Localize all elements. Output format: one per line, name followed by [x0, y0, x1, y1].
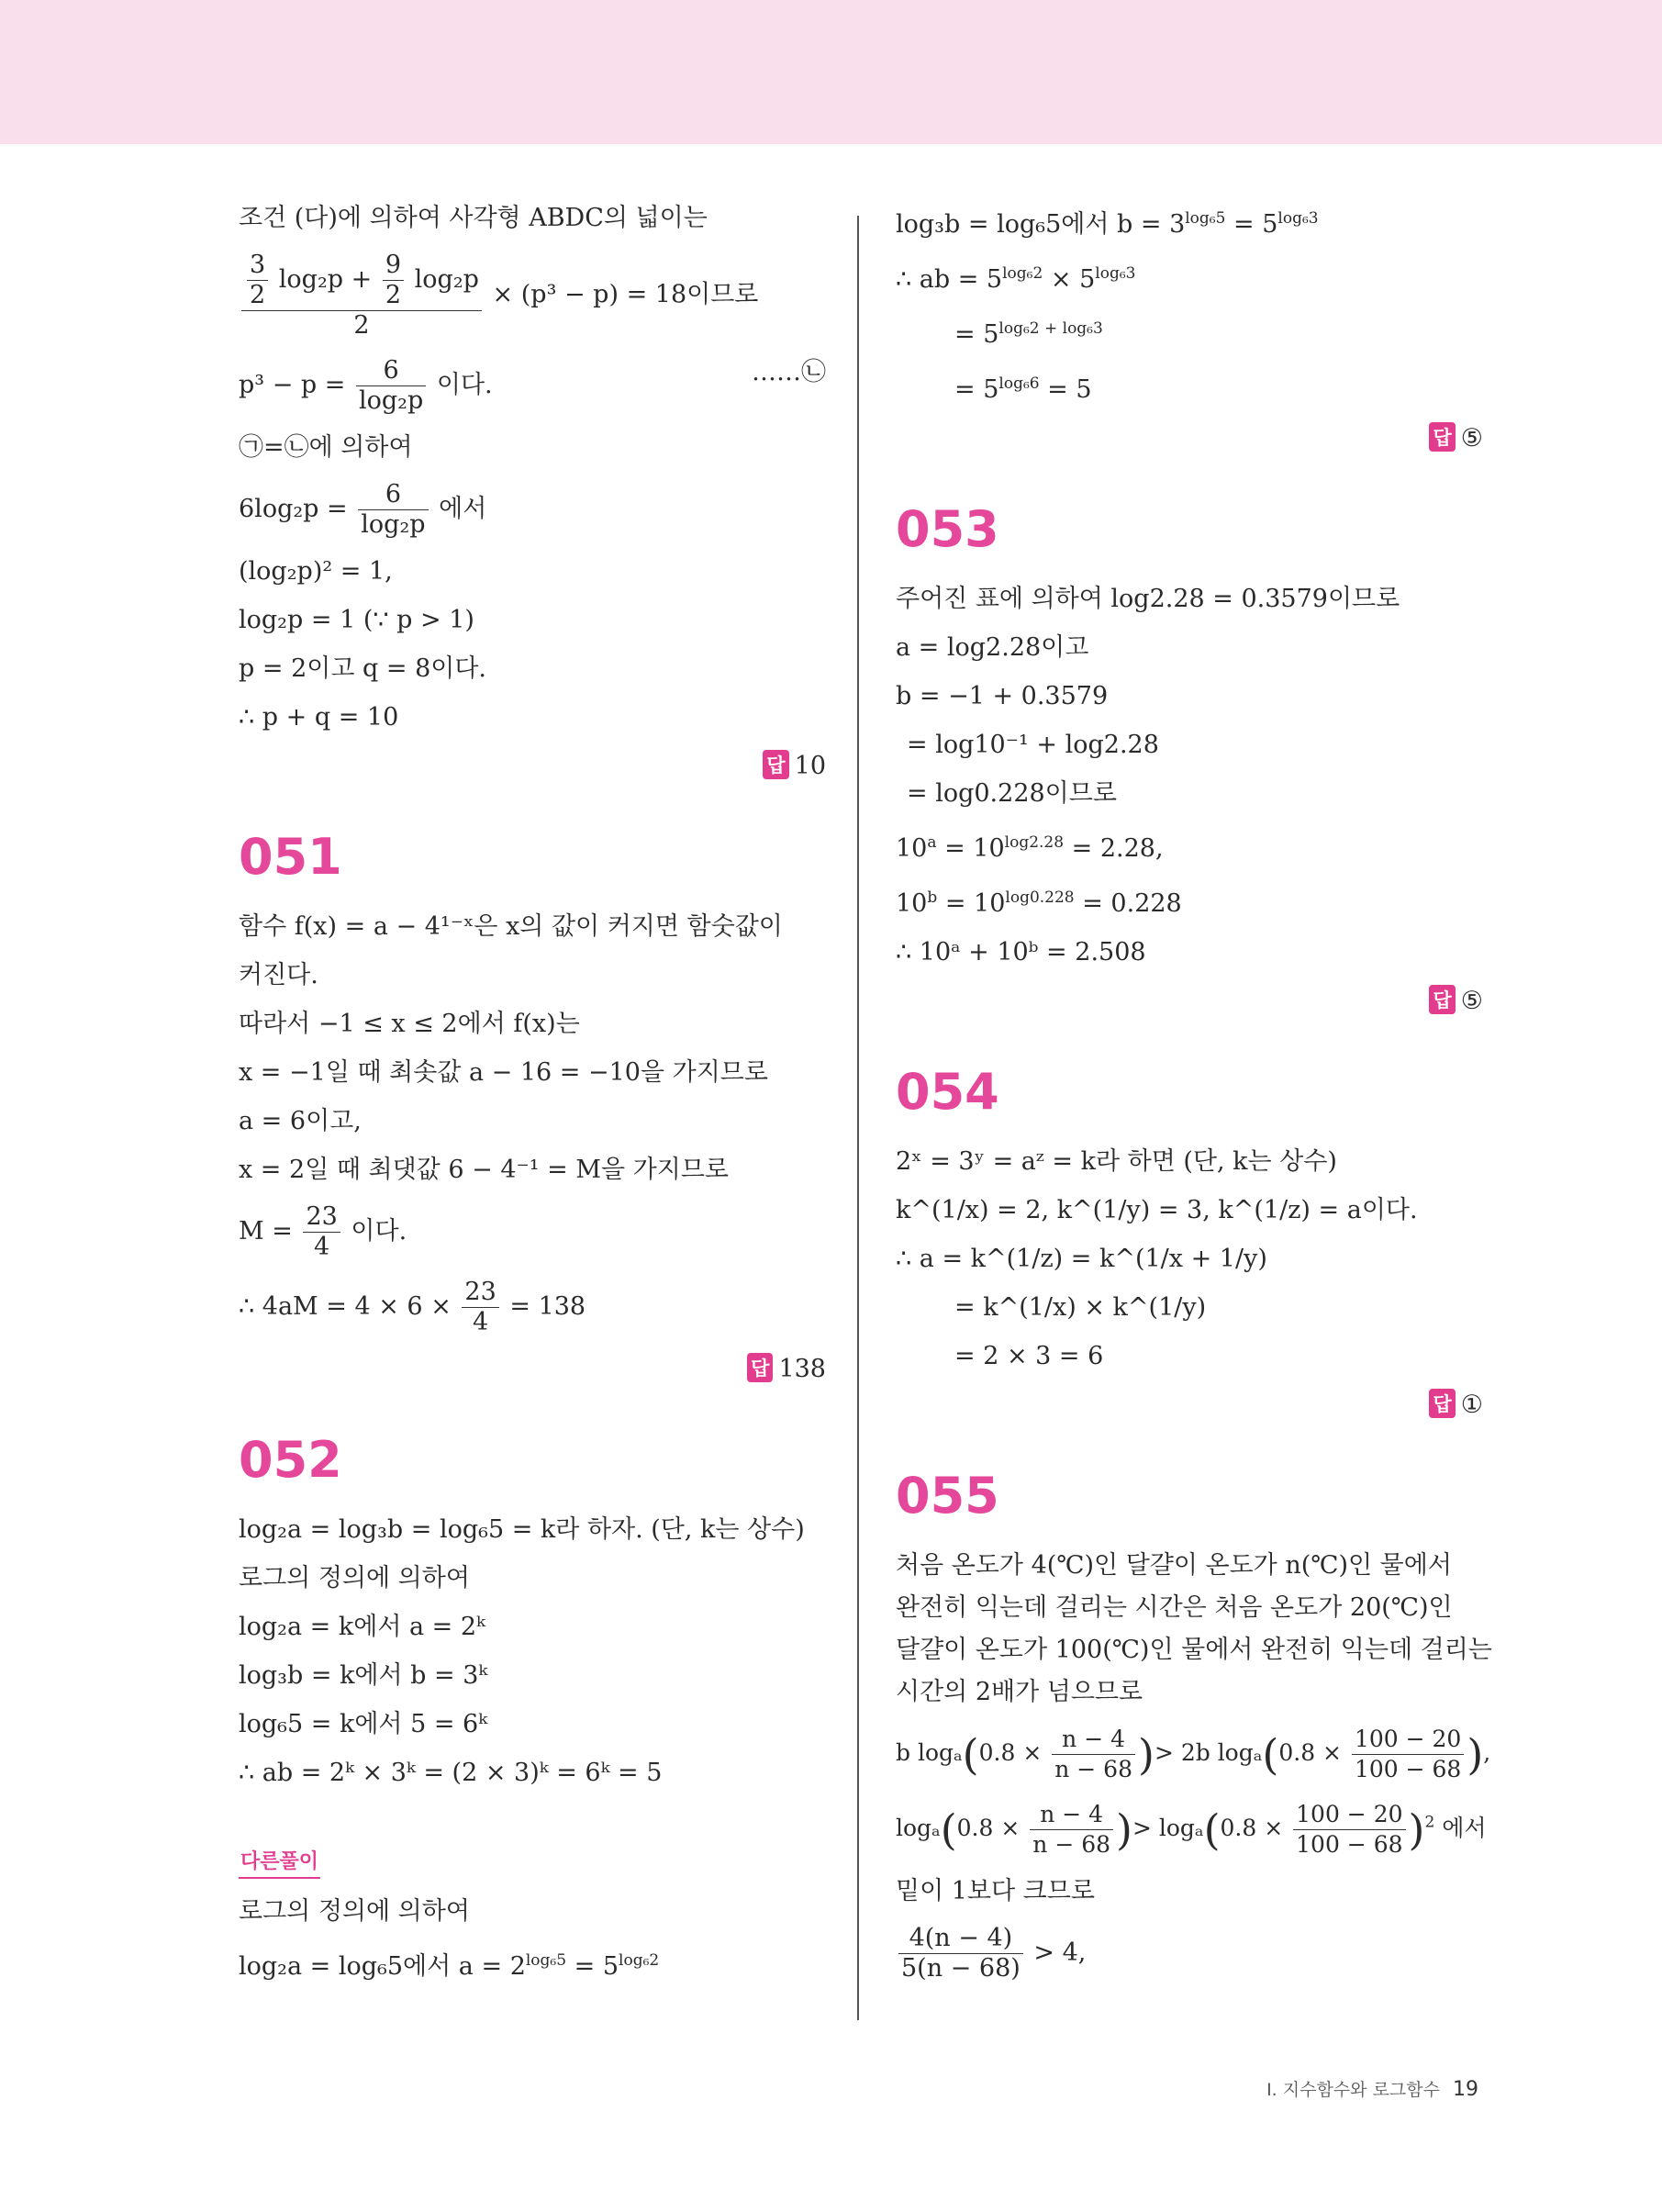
- text-line: a = 6이고,: [239, 1107, 362, 1135]
- formula-line: = log10⁻¹ + log2.28: [907, 731, 1159, 759]
- text-line: 시간의 2배가 넘으므로: [896, 1678, 1143, 1706]
- formula-line: ∴ p + q = 10: [239, 703, 399, 732]
- text-line: 주어진 표에 의하여 log2.28 = 0.3579이므로: [896, 585, 1400, 613]
- fraction: $\frac{3}{2}$ log₂p + $\frac{9}{2}$ log₂p 2: [241, 251, 482, 341]
- answer-052: 답 ⑤: [896, 422, 1483, 452]
- left-column: [239, 202, 826, 1999]
- answer-label: 답: [1429, 422, 1455, 452]
- answer-051: 답 138: [239, 1353, 826, 1383]
- formula-line: k^(1/x) = 2, k^(1/y) = 3, k^(1/z) = a이다.: [896, 1196, 1418, 1224]
- page-number: 19: [1453, 2078, 1478, 2101]
- formula-line: $\frac{4(n - 4)}{5(n - 68)}$ > 4,: [896, 1924, 1483, 1983]
- header-band: [0, 0, 1662, 144]
- text-line: x = −1일 때 최솟값 a − 16 = −10을 가지므로: [239, 1058, 768, 1087]
- answer-label: 답: [1429, 985, 1455, 1014]
- formula-line: (log₂p)² = 1,: [239, 557, 393, 586]
- formula-line: = 2 × 3 = 6: [954, 1342, 1104, 1370]
- formula-line: log₂a = log₆5에서 $a = 2^{log_65} = 5^{log_62}$: [239, 1951, 660, 1981]
- text-line: 따라서 −1 ≤ x ≤ 2에서 f(x)는: [239, 1010, 580, 1038]
- text-line: 로그의 정의에 의하여: [239, 1564, 470, 1592]
- equation-marker: ……㉡: [752, 358, 826, 386]
- text-line: 조건 (다)에 의하여 사각형 ABDC의 넓이는: [239, 204, 708, 232]
- formula-line: $10^a = 10^{log2.28} = 2.28$,: [896, 833, 1164, 863]
- text-line: x = 2일 때 최댓값 6 − 4⁻¹ = M을 가지므로: [239, 1156, 729, 1184]
- footer-section: Ⅰ. 지수함수와 로그함수: [1266, 2080, 1440, 2100]
- text-line: 커진다.: [239, 961, 318, 989]
- formula-line: $10^b = 10^{log0.228} = 0.228$: [896, 888, 1182, 918]
- text-line: log₂a = log₃b = log₆5 = k라 하자. (단, k는 상수): [239, 1515, 805, 1544]
- formula-line: = log0.228이므로: [907, 779, 1117, 808]
- right-column: [896, 202, 1492, 1999]
- formula-line: = k^(1/x) × k^(1/y): [954, 1293, 1207, 1322]
- formula-line: ∴ ab = $5^{log_62} \times 5^{log_63}$: [896, 264, 1136, 294]
- formula-line: = $5^{log_66} = 5$: [954, 374, 1092, 404]
- formula-line: 2ˣ = 3ʸ = aᶻ = k라 하면 (단, k는 상수): [896, 1147, 1337, 1176]
- answer-053: 답 ⑤: [896, 985, 1483, 1015]
- text-line: 로그의 정의에 의하여: [239, 1897, 470, 1926]
- answer-label: 답: [747, 1353, 773, 1382]
- problem-number-052: 052: [239, 1431, 342, 1489]
- answer-label: 답: [1429, 1389, 1455, 1418]
- answer-054: 답 ①: [896, 1389, 1483, 1419]
- formula-line: ∴ 4aM = 4 × 6 × $\frac{23}{4}$ = 138: [239, 1278, 586, 1336]
- formula-line: a = log2.28이고: [896, 633, 1089, 662]
- formula-line: log₃b = log₆5에서 $b = 3^{log_65} = 5^{log_63}$: [896, 209, 1319, 239]
- page-footer: [1266, 2076, 1478, 2101]
- answer-label: 답: [763, 750, 788, 779]
- formula-line: M = $\frac{23}{4}$ 이다.: [239, 1202, 407, 1261]
- formula-line: log₃b = k에서 b = 3ᵏ: [239, 1661, 488, 1690]
- text-line: 처음 온도가 4(℃)인 달걀이 온도가 n(℃)인 물에서: [896, 1551, 1452, 1580]
- formula-line: $\frac{3}{2}$ log₂p + $\frac{9}{2}$ log₂p 2 × (p³ − p) = 18이므로: [239, 251, 826, 341]
- formula-line: p = 2이고 q = 8이다.: [239, 654, 486, 683]
- formula-line: 6log₂p = $\frac{6}{\text{log₂p}}$ 에서: [239, 480, 487, 539]
- formula-line: = $5^{log_62 + log_63}$: [954, 319, 1103, 349]
- formula-line: ∴ ab = 2ᵏ × 3ᵏ = (2 × 3)ᵏ = 6ᵏ = 5: [239, 1759, 663, 1787]
- problem-number-055: 055: [896, 1467, 999, 1525]
- problem-number-051: 051: [239, 828, 342, 886]
- formula-line: log₂a = k에서 a = 2ᵏ: [239, 1613, 485, 1641]
- column-divider: [857, 216, 859, 2020]
- alt-solution-tag: 다른풀이: [239, 1846, 320, 1879]
- formula-line: b = −1 + 0.3579: [896, 682, 1109, 710]
- text-line: 완전히 익는데 걸리는 시간은 처음 온도가 20(℃)인: [896, 1593, 1453, 1622]
- formula-line: ∴ a = k^(1/z) = k^(1/x + 1/y): [896, 1245, 1267, 1273]
- text-line: 함수 f(x) = a − 4¹⁻ˣ은 x의 값이 커지면 함숫값이: [239, 912, 783, 941]
- formula-line: p³ − p = $\frac{6}{\text{log₂p}}$ 이다. ……㉡: [239, 356, 826, 415]
- text-line: ㉠=㉡에 의하여: [239, 433, 413, 462]
- text-line: 밑이 1보다 크므로: [896, 1877, 1095, 1905]
- formula-line: ∴ 10ᵃ + 10ᵇ = 2.508: [896, 938, 1146, 966]
- formula-line: log₂p = 1 (∵ p > 1): [239, 606, 474, 634]
- problem-number-054: 054: [896, 1063, 999, 1121]
- answer-050: 답 10: [239, 750, 826, 780]
- formula-line: log₆5 = k에서 5 = 6ᵏ: [239, 1710, 488, 1738]
- formula-line: b logₐ(0.8 × $\frac{n - 4}{n - 68}$ )> 2b logₐ(0.8 × $\frac{100 - 20}{100 - 68}$ ),: [896, 1726, 1491, 1782]
- text-line: 달걀이 온도가 100(℃)인 물에서 완전히 익는데 걸리는: [896, 1636, 1492, 1664]
- formula-line: logₐ(0.8 × $\frac{n - 4}{n - 68}$ )> logₐ(0.8 × $\frac{100 - 20}{100 - 68}$ )$^2$ 에서: [896, 1801, 1487, 1858]
- problem-number-053: 053: [896, 500, 999, 558]
